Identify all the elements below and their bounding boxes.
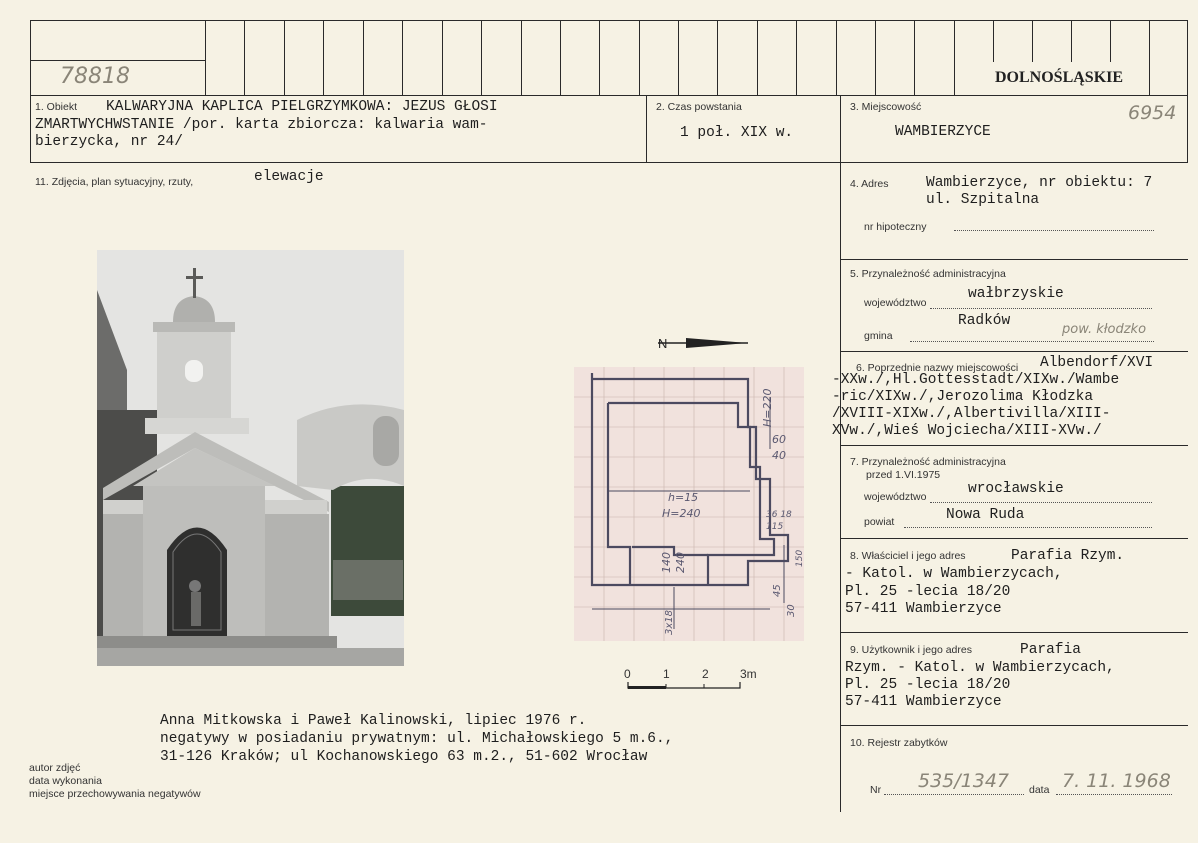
scale-bar-graphic [622,680,762,694]
wlasciciel-line-1: Parafia Rzym. [1011,548,1125,564]
floor-plan [574,367,804,641]
credits-line-3: 31-126 Kraków; ul Kochanowskiego 63 m.2., 51-602 Wrocław [160,749,648,765]
przed1975-wojewodztwo-label: województwo [864,491,927,503]
plan-label-60: 60 [772,433,786,446]
rejestr-data-dotline [1056,793,1172,795]
rejestr-label: 10. Rejestr zabytków [850,737,948,749]
obiekt-label: 1. Obiekt [35,101,78,113]
credits-label-storage: miejsce przechowywania negatywów [29,788,201,800]
grid-line [560,20,561,95]
adres-bottom-rule [840,259,1188,260]
uzytkownik-label: 9. Użytkownik i jego adres [850,644,972,656]
left-frame-rule [30,20,31,162]
powiat-value: Nowa Ruda [946,507,1025,523]
grid-line [836,20,837,95]
credits-label-author: autor zdjęć [29,762,81,774]
wlasciciel-label: 8. Właściciel i jego adres [850,550,966,562]
poprzednie-label: 6. Poprzednie nazwy miejscowości [856,362,1019,374]
uzytkownik-bottom-rule [840,725,1188,726]
obiekt-line-1: KALWARYJNA KAPLICA PIELGRZYMKOWA: JEZUS GŁOSI [106,99,498,115]
miejscowosc-label: 3. Miejscowość [850,101,922,113]
scale-tick-0: 0 [624,667,631,681]
przed1975-sublabel: przed 1.VI.1975 [866,469,941,481]
grid-line [284,20,285,95]
floor-plan-drawing [574,367,804,641]
wojewodztwo-label: województwo [864,297,927,309]
grid-line [244,20,245,95]
poprzednie-line-2: -XXw./,Hl.Gottesstadt/XIXw./Wambe [832,372,1120,388]
row1-bottom-rule [30,162,1188,163]
grid-line [442,20,443,95]
czas-label: 2. Czas powstania [656,101,742,113]
grid-line [363,20,364,95]
plan-label-3x18: 3x18 [664,609,675,635]
credits-line-2: negatywy w posiadaniu prywatnym: ul. Michałowskiego 5 m.6., [160,731,674,747]
uzytkownik-line-4: 57-411 Wambierzyce [845,694,1002,710]
scale-tick-1: 1 [663,667,670,681]
grid-line [521,20,522,95]
grid-line [993,20,994,62]
right-frame-rule [1187,20,1188,162]
poprzednie-line-3: -ric/XIXw./,Jerozolima Kłodzka [832,389,1094,405]
rejestr-nr: 535/1347 [918,770,1010,792]
row1-divider [646,96,647,162]
sheet-number: 6954 [1128,102,1177,124]
adres-line-2: ul. Szpitalna [926,192,1040,208]
przed1975-wojewodztwo-dotline [930,501,1152,503]
credits-label-date: data wykonania [29,775,102,787]
grid-line [1032,20,1033,62]
grid-line [599,20,600,95]
gmina-value: Radków [958,313,1011,329]
gmina-dotline [910,340,1154,342]
plan-label-150: 150 [795,549,804,567]
plan-label-h240: H=240 [662,507,701,520]
przynaleznosc-label: 5. Przynależność administracyjna [850,268,1006,280]
grid-line [678,20,679,95]
hipoteczny-label: nr hipoteczny [864,221,927,233]
grid-line [205,20,206,95]
zdjecia-value: elewacje [254,169,324,185]
grid-line [402,20,403,95]
plan-label-40: 40 [772,449,786,462]
scale-tick-2: 2 [702,667,709,681]
adres-line-1: Wambierzyce, nr obiektu: 7 [926,175,1153,191]
plan-label-45: 45 [772,584,783,597]
north-arrow-icon [656,334,752,352]
region-label: DOLNOŚLĄSKIE [995,69,1124,86]
grid-line [954,20,955,95]
north-label: N [658,336,668,351]
inventory-box-rule [30,60,205,61]
plan-label-140: 140 [660,552,673,573]
grid-line [914,20,915,95]
hipoteczny-dotline [954,229,1154,231]
poprzednie-line-4: /XVIII-XIXw./,Albertivilla/XIII- [832,406,1111,422]
powiat-dotline [904,526,1152,528]
credits-line-1: Anna Mitkowska i Paweł Kalinowski, lipiec 1976 r. [160,713,587,729]
main-column-divider [840,96,841,812]
obiekt-line-2: ZMARTWYCHWSTANIE /por. karta zbiorcza: kalwaria wam- [35,117,488,133]
uzytkownik-line-2: Rzym. - Katol. w Wambierzycach, [845,660,1115,676]
poprzednie-line-1: Albendorf/XVI [1040,355,1154,371]
plan-label-30: 30 [786,604,797,617]
inventory-number: 78818 [60,64,130,89]
obiekt-line-3: bierzycka, nr 24/ [35,134,183,150]
gmina-note: pow. kłodzko [1062,322,1147,337]
wojewodztwo-value: wałbrzyskie [968,286,1064,302]
wlasciciel-line-3: Pl. 25 -lecia 18/20 [845,584,1011,600]
grid-line [875,20,876,95]
powiat-label: powiat [864,516,895,528]
plan-label-115: 115 [766,522,784,532]
plan-label-3618: 36 18 [766,510,792,520]
wlasciciel-line-4: 57-411 Wambierzyce [845,601,1002,617]
plan-label-h15: h=15 [668,491,699,504]
rejestr-data: 7. 11. 1968 [1062,770,1171,792]
rejestr-nr-label: Nr [870,784,882,796]
grid-line [1110,20,1111,62]
grid-line [481,20,482,95]
przed1975-label: 7. Przynależność administracyjna [850,456,1006,468]
grid-line [717,20,718,95]
grid-line [1071,20,1072,62]
plan-label-240: 240 [674,552,687,573]
adres-label: 4. Adres [850,178,889,190]
zdjecia-label: 11. Zdjęcia, plan sytuacyjny, rzuty, [35,176,194,188]
plan-label-h220: H=220 [761,388,774,427]
scale-tick-3: 3m [740,667,757,681]
gmina-label: gmina [864,330,893,342]
grid-line [1149,20,1150,95]
header-top-rule [30,20,1188,21]
poprzednie-line-5: XVw./,Wieś Wojciecha/XIII-XVw./ [832,423,1102,439]
przed1975-wojewodztwo-value: wrocławskie [968,481,1064,497]
grid-line [323,20,324,95]
header-bottom-rule [30,95,1188,96]
grid-line [639,20,640,95]
wlasciciel-bottom-rule [840,632,1188,633]
wlasciciel-line-2: - Katol. w Wambierzycach, [845,566,1063,582]
grid-line [757,20,758,95]
grid-line [796,20,797,95]
uzytkownik-line-1: Parafia [1020,642,1081,658]
wojewodztwo-dotline [930,307,1152,309]
chapel-photo [97,250,404,666]
przynaleznosc-bottom-rule [840,351,1188,352]
rejestr-data-label: data [1029,784,1050,796]
miejscowosc-value: WAMBIERZYCE [895,124,991,140]
chapel-photo-image [97,250,404,666]
poprzednie-bottom-rule [840,445,1188,446]
przed1975-bottom-rule [840,538,1188,539]
czas-value: 1 poł. XIX w. [680,125,794,141]
rejestr-nr-dotline [884,793,1024,795]
uzytkownik-line-3: Pl. 25 -lecia 18/20 [845,677,1011,693]
